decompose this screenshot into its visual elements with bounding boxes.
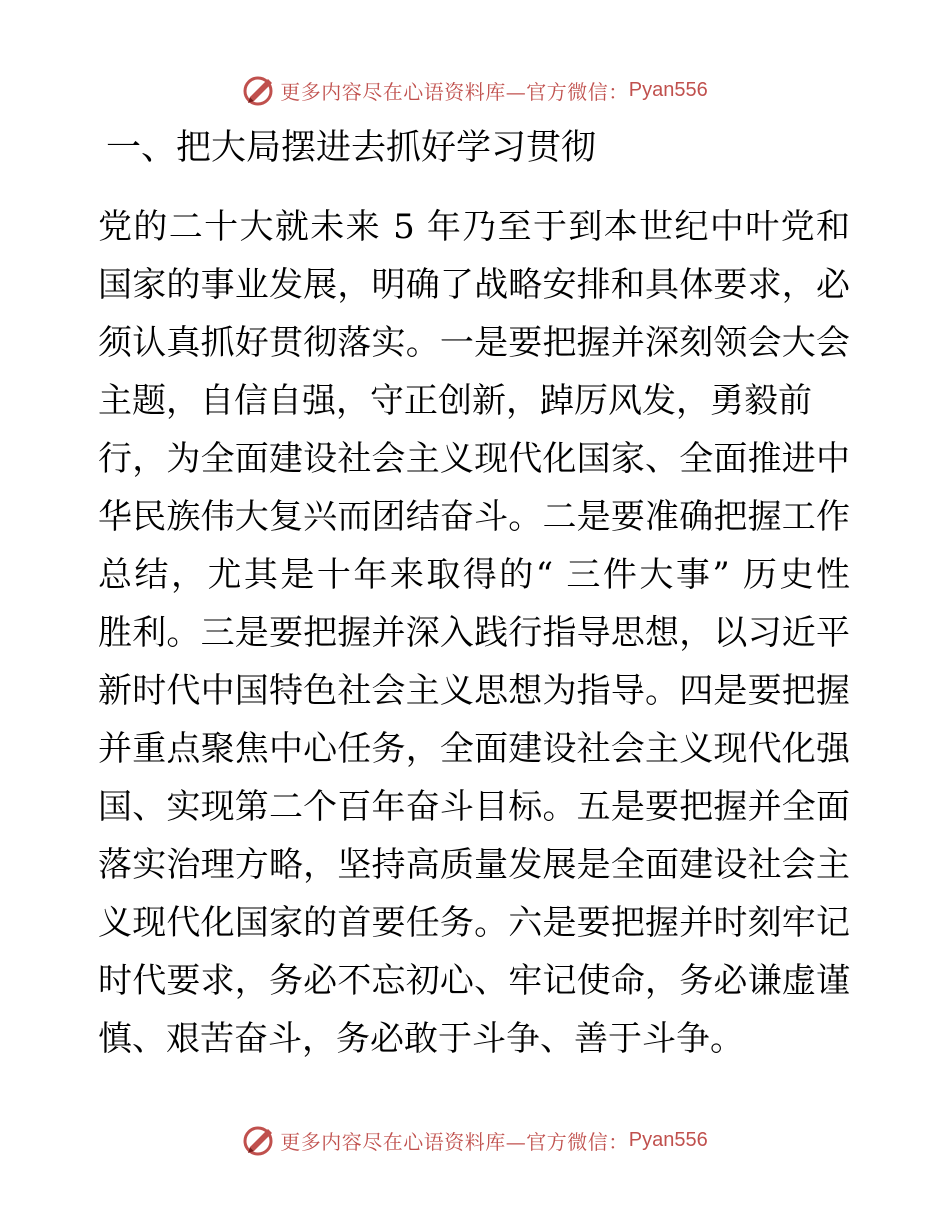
paragraph-line: 党的二十大就未来 5 年乃至于到本世纪中叶党和 bbox=[98, 207, 850, 247]
pen-logo-icon bbox=[242, 73, 276, 107]
pen-logo-icon bbox=[242, 1123, 276, 1157]
body-paragraph bbox=[98, 198, 850, 1068]
paragraph-line: 须认真抓好贯彻落实。一是要把握并深刻领会大会 bbox=[98, 323, 850, 363]
paragraph-line: 落实治理方略，坚持高质量发展是全面建设社会主 bbox=[98, 845, 850, 885]
paragraph-line: 国家的事业发展，明确了战略安排和具体要求，必 bbox=[98, 265, 850, 305]
paragraph-line: 新时代中国特色社会主义思想为指导。四是要把握 bbox=[98, 671, 850, 711]
paragraph-line: 华民族伟大复兴而团结奋斗。二是要准确把握工作 bbox=[98, 497, 850, 537]
section-heading: 一、把大局摆进去抓好学习贯彻 bbox=[106, 128, 597, 168]
paragraph-line: 胜利。三是要把握并深入践行指导思想，以习近平 bbox=[98, 613, 850, 653]
footer-banner bbox=[0, 1120, 950, 1160]
paragraph-line: 主题，自信自强，守正创新，踔厉风发，勇毅前 bbox=[98, 381, 812, 421]
footer-banner-handle: Pyan556 bbox=[628, 1128, 708, 1151]
paragraph-line: 义现代化国家的首要任务。六是要把握并时刻牢记 bbox=[98, 903, 850, 943]
paragraph-line: 慎、艰苦奋斗，务必敢于斗争、善于斗争。 bbox=[98, 1019, 744, 1059]
paragraph-line: 时代要求，务必不忘初心、牢记使命，务必谦虚谨 bbox=[98, 961, 850, 1001]
paragraph-line: 并重点聚焦中心任务，全面建设社会主义现代化强 bbox=[98, 729, 850, 769]
header-banner-handle: Pyan556 bbox=[628, 78, 708, 101]
header-banner bbox=[0, 70, 950, 110]
header-banner-text: 更多内容尽在心语资料库—官方微信： bbox=[280, 79, 629, 104]
footer-banner-text: 更多内容尽在心语资料库—官方微信： bbox=[280, 1129, 629, 1154]
paragraph-line: 行，为全面建设社会主义现代化国家、全面推进中 bbox=[98, 439, 850, 479]
paragraph-line: 国、实现第二个百年奋斗目标。五是要把握并全面 bbox=[98, 787, 850, 827]
paragraph-line: 总结，尤其是十年来取得的“ 三件大事” 历史性 bbox=[98, 555, 850, 595]
